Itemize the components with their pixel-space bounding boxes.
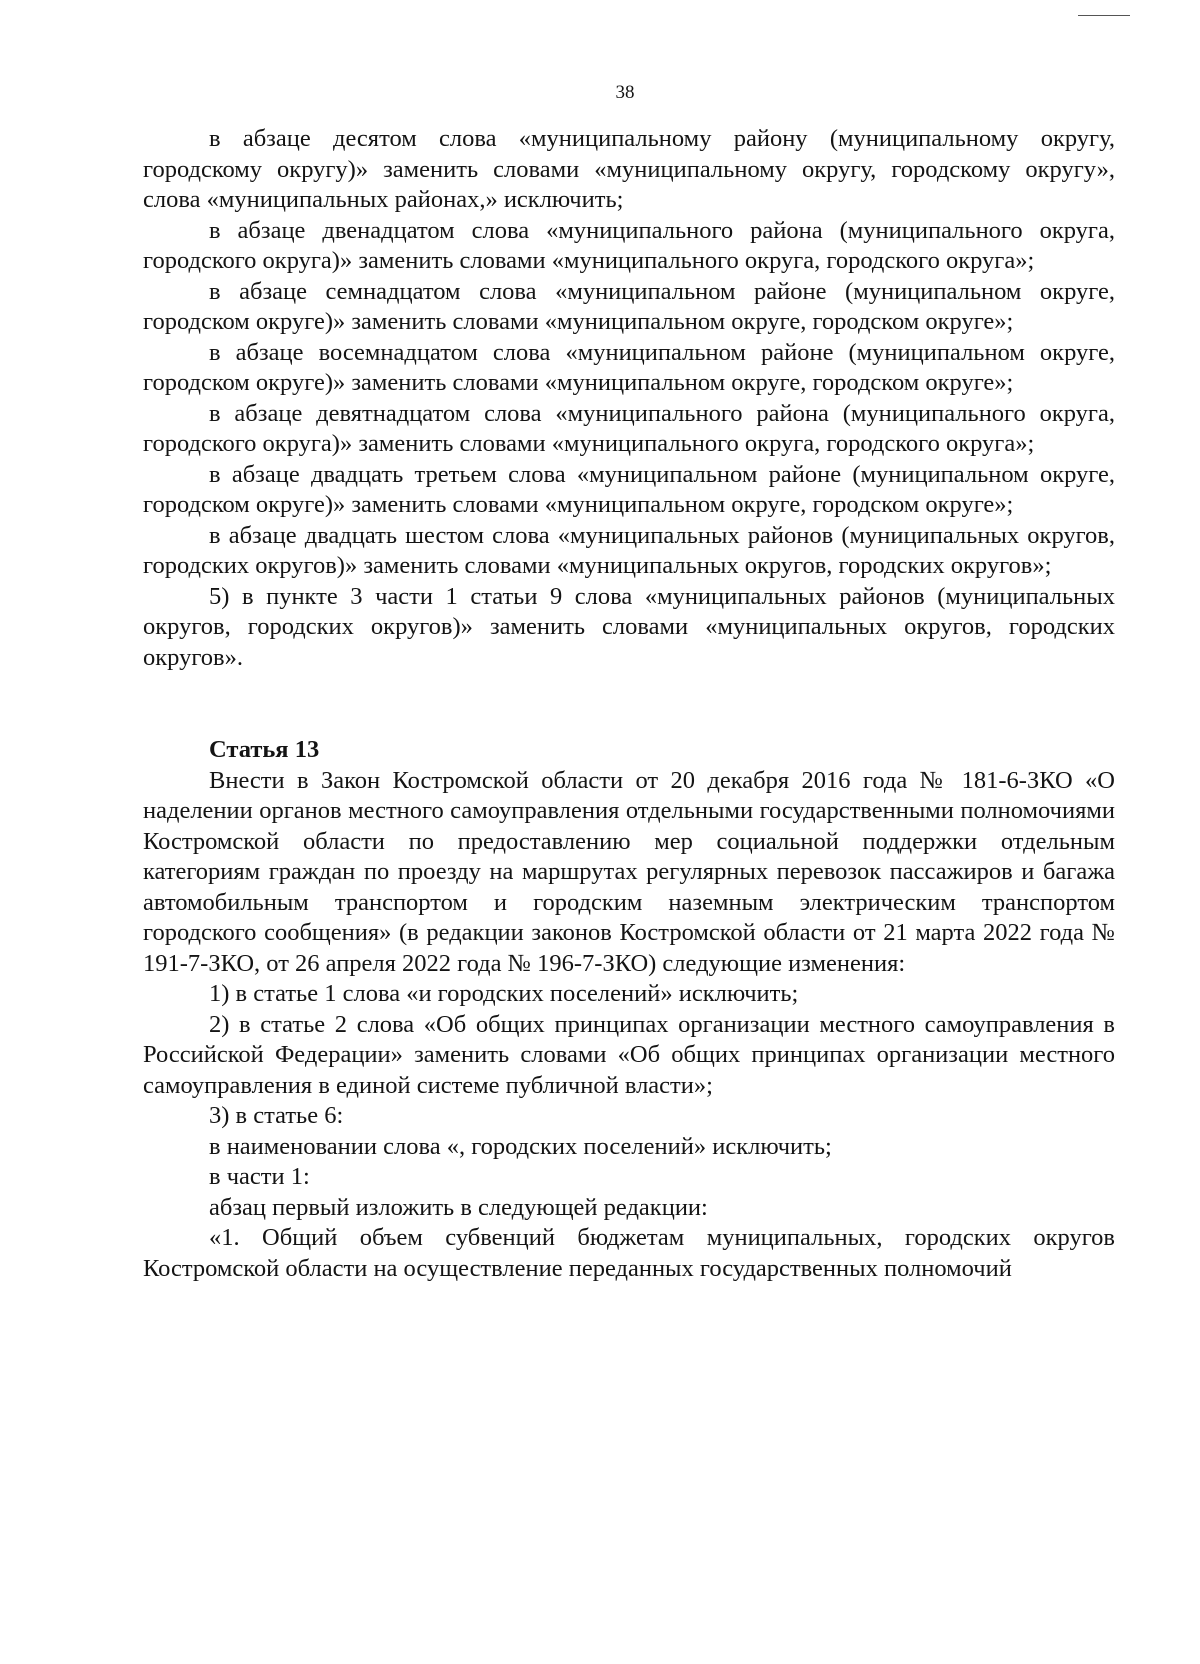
corner-mark xyxy=(1078,15,1130,16)
paragraph: 1) в статье 1 слова «и городских поселений» исключить; xyxy=(209,980,799,1007)
section-spacer xyxy=(143,673,1115,735)
paragraph: в части 1: xyxy=(209,1163,310,1190)
paragraph: «1. Общий объем субвенций бюджетам муниципальных, городских округов Костромской области на осуществление переданных государственных полномочий xyxy=(143,1224,1115,1282)
paragraph: 3) в статье 6: xyxy=(209,1102,344,1129)
paragraph: в абзаце двадцать третьем слова «муниципальном районе (муниципальном округе, городском округе)» заменить словами «муниципальном округе, городском округе»; xyxy=(143,460,1115,518)
paragraph: в абзаце семнадцатом слова «муниципальном районе (муниципальном округе, городском округе)» заменить словами «муниципальном округе, городском округе»; xyxy=(143,277,1115,335)
paragraph: 2) в статье 2 слова «Об общих принципах организации местного самоуправления в Российской Федерации» заменить словами «Об общих принципах организации местного самоуправления в единой системе публичной власти»; xyxy=(143,1010,1115,1099)
paragraph: Внести в Закон Костромской области от 20 декабря 2016 года № 181-6-ЗКО «О наделении органов местного самоуправления отдельными государственными полномочиями Костромской области по предоставлению мер социальной поддержки отдельным категориям граждан по проезду на маршрутах регулярных перевозок пассажиров и багажа автомобильным транспортом и городским наземным электрическим транспортом городского сообщения» (в редакции законов Костромской области от 21 марта 2022 года № 191-7-ЗКО, от 26 апреля 2022 года № 196-7-ЗКО) следующие изменения: xyxy=(143,766,1115,977)
paragraph: в абзаце восемнадцатом слова «муниципальном районе (муниципальном округе, городском округе)» заменить словами «муниципальном округе, городском округе»; xyxy=(143,338,1115,396)
paragraph: в абзаце двенадцатом слова «муниципального района (муниципального округа, городского округа)» заменить словами «муниципального округа, городского округа»; xyxy=(143,216,1115,274)
paragraph: в наименовании слова «, городских поселений» исключить; xyxy=(209,1132,832,1160)
paragraph: в абзаце десятом слова «муниципальному району (муниципальному округу, городскому округу)» заменить словами «муниципальному округу, городскому округу», слова «муниципальных районах,» исключить; xyxy=(143,125,1115,213)
article-heading: Статья 13 xyxy=(209,736,320,763)
document-body xyxy=(143,124,1115,1284)
paragraph: абзац первый изложить в следующей редакции: xyxy=(209,1193,708,1221)
page-number: 38 xyxy=(615,82,635,103)
paragraph: в абзаце двадцать шестом слова «муниципальных районов (муниципальных округов, городских округов)» заменить словами «муниципальных округов, городских округов»; xyxy=(143,521,1115,579)
paragraph: 5) в пункте 3 части 1 статьи 9 слова «муниципальных районов (муниципальных округов, городских округов)» заменить словами «муниципальных округов, городских округов». xyxy=(143,582,1115,671)
paragraph: в абзаце девятнадцатом слова «муниципального района (муниципального округа, городского округа)» заменить словами «муниципального округа, городского округа»; xyxy=(143,399,1115,457)
